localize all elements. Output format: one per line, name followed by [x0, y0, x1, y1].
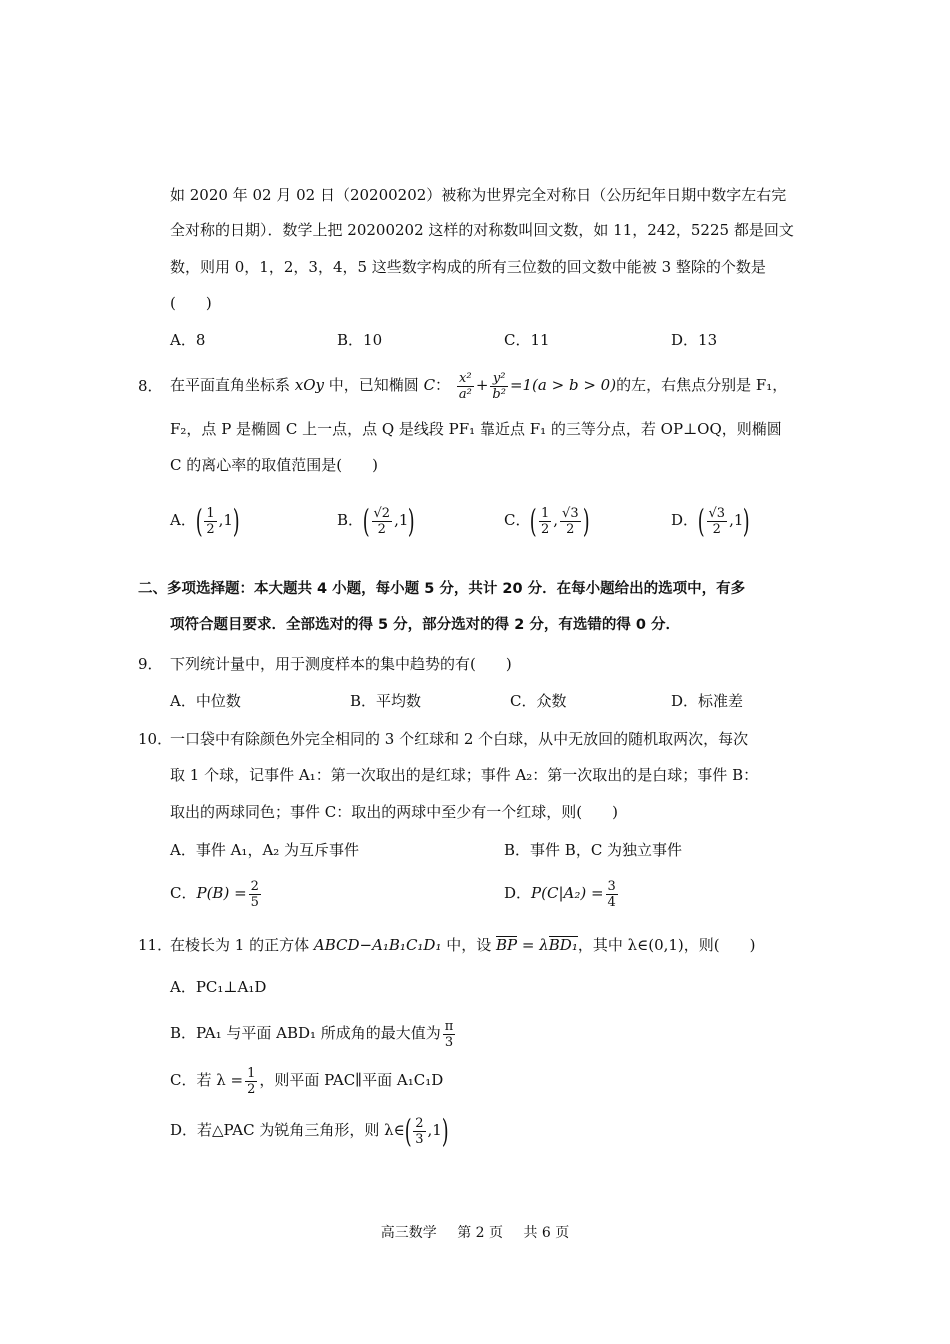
q8-c-frac1: [539, 506, 551, 537]
q7-option-c: C．11: [504, 331, 550, 349]
q10-option-d: [504, 870, 620, 916]
q8-b-label: B．: [337, 511, 364, 529]
q11-pre: 在棱长为 1 的正方体: [170, 936, 314, 954]
q8-c-label: C．: [504, 511, 531, 529]
q8-c: C: [423, 376, 436, 394]
q8-b-frac: [372, 506, 393, 537]
q8-a-den: 2: [206, 521, 215, 537]
q8-plus: +: [475, 376, 489, 394]
q7-line2: 全对称的日期）．数学上把 20200202 这样的对称数叫回文数，如 11，242，5225 都是回文: [170, 221, 794, 239]
q10-d-den: 4: [607, 894, 616, 910]
q11-d-tail: ,1: [427, 1121, 442, 1139]
q7-line3: 数，则用 0，1，2，3，4，5 这些数字构成的所有三位数的回文数中能被 3 整除的个数是: [170, 258, 766, 276]
q11-number: 11．: [138, 936, 173, 954]
q9-option-d: D．标准差: [671, 692, 744, 710]
q8-eq: =1(a > b > 0): [509, 376, 617, 394]
q8-text-mid: 中，已知椭圆: [324, 376, 424, 394]
q8-text-pre: 在平面直角坐标系: [170, 376, 295, 394]
q10-c-frac: [249, 879, 261, 910]
q11-d-frac: [413, 1116, 425, 1147]
q8-d-frac: [707, 506, 728, 537]
q8-frac-y: [490, 371, 508, 402]
footer-total: 共 6 页: [523, 1225, 570, 1241]
q7-option-d: D．13: [671, 331, 718, 349]
q8-colon: ：: [435, 376, 451, 394]
q10-c-expr: P(B) =: [196, 884, 247, 902]
q10-option-b: B．事件 B，C 为独立事件: [504, 841, 683, 859]
q9-option-b: B．平均数: [350, 692, 422, 710]
q11-b-pre: B．PA₁ 与平面 ABD₁ 所成角的最大值为: [170, 1024, 441, 1042]
q8-fx-den: a²: [458, 386, 472, 402]
q7-line1: 如 2020 年 02 月 02 日（20200202）被称为世界完全对称日（公历纪年日期中数字左右完: [170, 186, 787, 204]
q8-option-c: C．( $\frac{1}{2}$ , $\frac{√3}{2}$ ): [504, 502, 590, 540]
q8-d-num: √3: [708, 505, 726, 521]
q8-xoy: xOy: [294, 376, 325, 394]
q10-line1: 一口袋中有除颜色外完全相同的 3 个红球和 2 个白球，从中无放回的随机取两次，每次: [170, 730, 749, 748]
q10-d-frac: [606, 879, 618, 910]
q10-d-expr: P(C|A₂) =: [531, 884, 604, 902]
q11-c-frac: [245, 1066, 257, 1097]
q11-vec-bd1: BD₁: [548, 936, 578, 954]
q11-d-den: 3: [415, 1131, 424, 1147]
q11-eqlam: = λ: [517, 936, 549, 954]
q11-option-c: [170, 1057, 443, 1103]
q11-b-num: π: [444, 1018, 454, 1034]
section2-header-line2: 项符合题目要求．全部选对的得 5 分，部分选对的得 2 分，有选错的得 0 分．: [170, 617, 681, 633]
q8-b-num: √2: [373, 505, 391, 521]
q11-mid: 中，设: [441, 936, 497, 954]
q7-line4: ( ): [170, 294, 212, 312]
q11-option-a: A．PC₁⊥A₁D: [170, 978, 267, 996]
q10-c-num: 2: [250, 878, 259, 894]
q10-option-a: A．事件 A₁，A₂ 为互斥事件: [170, 841, 360, 859]
q8-a-num: 1: [206, 505, 215, 521]
q8-a-label: A．: [170, 511, 196, 529]
q8-option-d: D．( $\frac{√3}{2}$ ,1): [671, 502, 751, 540]
q8-b-den: 2: [377, 521, 386, 537]
q7-option-a: A．8: [170, 331, 206, 349]
q11-option-d: D．若△PAC 为锐角三角形，则 λ∈( $\frac{2}{3}$ ,1): [170, 1112, 449, 1150]
q8-d-label: D．: [671, 511, 699, 529]
q8-c-frac2: [560, 506, 581, 537]
q8-text-post: 的左，右焦点分别是 F₁，: [616, 376, 788, 394]
q8-a-frac: [204, 506, 216, 537]
q8-c-den2: 2: [566, 521, 575, 537]
footer-page: 第 2 页: [457, 1225, 503, 1241]
q8-a-tail: ,1: [218, 511, 233, 529]
footer-subject: 高三数学: [380, 1225, 437, 1241]
q11-post: ，其中 λ∈(0,1)，则( ): [577, 936, 756, 954]
q10-d-label: D．: [504, 884, 532, 902]
q11-b-den: 3: [444, 1034, 454, 1050]
q8-option-a: A．( $\frac{1}{2}$ ,1): [170, 502, 240, 540]
q11-b-frac: [443, 1019, 456, 1050]
q8-c-num2: √3: [562, 505, 579, 521]
q8-line3: C 的离心率的取值范围是( ): [170, 456, 378, 474]
q9-option-c: C．众数: [510, 692, 567, 710]
q11-option-b: [170, 1010, 457, 1056]
q8-d-tail: ,1: [729, 511, 744, 529]
q10-line2: 取 1 个球，记事件 A₁：第一次取出的是红球；事件 A₂：第一次取出的是白球；事件 B：: [170, 766, 759, 784]
q8-number: 8．: [138, 377, 163, 395]
q10-d-num: 3: [607, 878, 616, 894]
q10-c-den: 5: [250, 894, 259, 910]
q10-option-c: [170, 870, 263, 916]
q11-stem: [170, 934, 756, 956]
q11-c-post: ，则平面 PAC∥平面 A₁C₁D: [259, 1071, 444, 1089]
q11-vec-bp: BP: [496, 936, 518, 954]
q8-option-b: B．( $\frac{√2}{2}$ ,1): [337, 502, 416, 540]
q8-line2: F₂，点 P 是椭圆 C 上一点，点 Q 是线段 PF₁ 靠近点 F₁ 的三等分点，若 OP⊥OQ，则椭圆: [170, 420, 782, 438]
q8-d-den: 2: [712, 521, 721, 537]
q9-option-a: A．中位数: [170, 692, 241, 710]
q10-line3: 取出的两球同色；事件 C：取出的两球中至少有一个红球，则( ): [170, 803, 618, 821]
section2-header-line1: 二、多项选择题：本大题共 4 小题，每小题 5 分，共计 20 分．在每小题给出的选项中，有多: [138, 581, 746, 597]
q11-c-pre: C．若 λ =: [170, 1071, 244, 1089]
q8-c-den1: 2: [540, 521, 550, 537]
q9-number: 9．: [138, 655, 163, 673]
q8-fx-num: x²: [459, 370, 472, 386]
q8-c-num1: 1: [540, 505, 550, 521]
q11-cube: ABCD−A₁B₁C₁D₁: [313, 936, 442, 954]
q7-option-b: B．10: [337, 331, 383, 349]
q8-b-tail: ,1: [394, 511, 409, 529]
q9-stem: 下列统计量中，用于测度样本的集中趋势的有( ): [170, 655, 512, 673]
q11-d-pre: D．若△PAC 为锐角三角形，则 λ∈: [170, 1121, 405, 1139]
q10-c-label: C．: [170, 884, 197, 902]
q11-c-num: 1: [247, 1065, 256, 1081]
page-footer: [0, 1222, 950, 1242]
q8-fy-den: b²: [492, 386, 506, 402]
q8-line1: [170, 362, 787, 408]
q10-number: 10．: [138, 730, 173, 748]
q8-fy-num: y²: [492, 370, 506, 386]
q8-frac-x: [457, 371, 474, 402]
q11-c-den: 2: [247, 1081, 256, 1097]
q11-d-num: 2: [415, 1115, 424, 1131]
